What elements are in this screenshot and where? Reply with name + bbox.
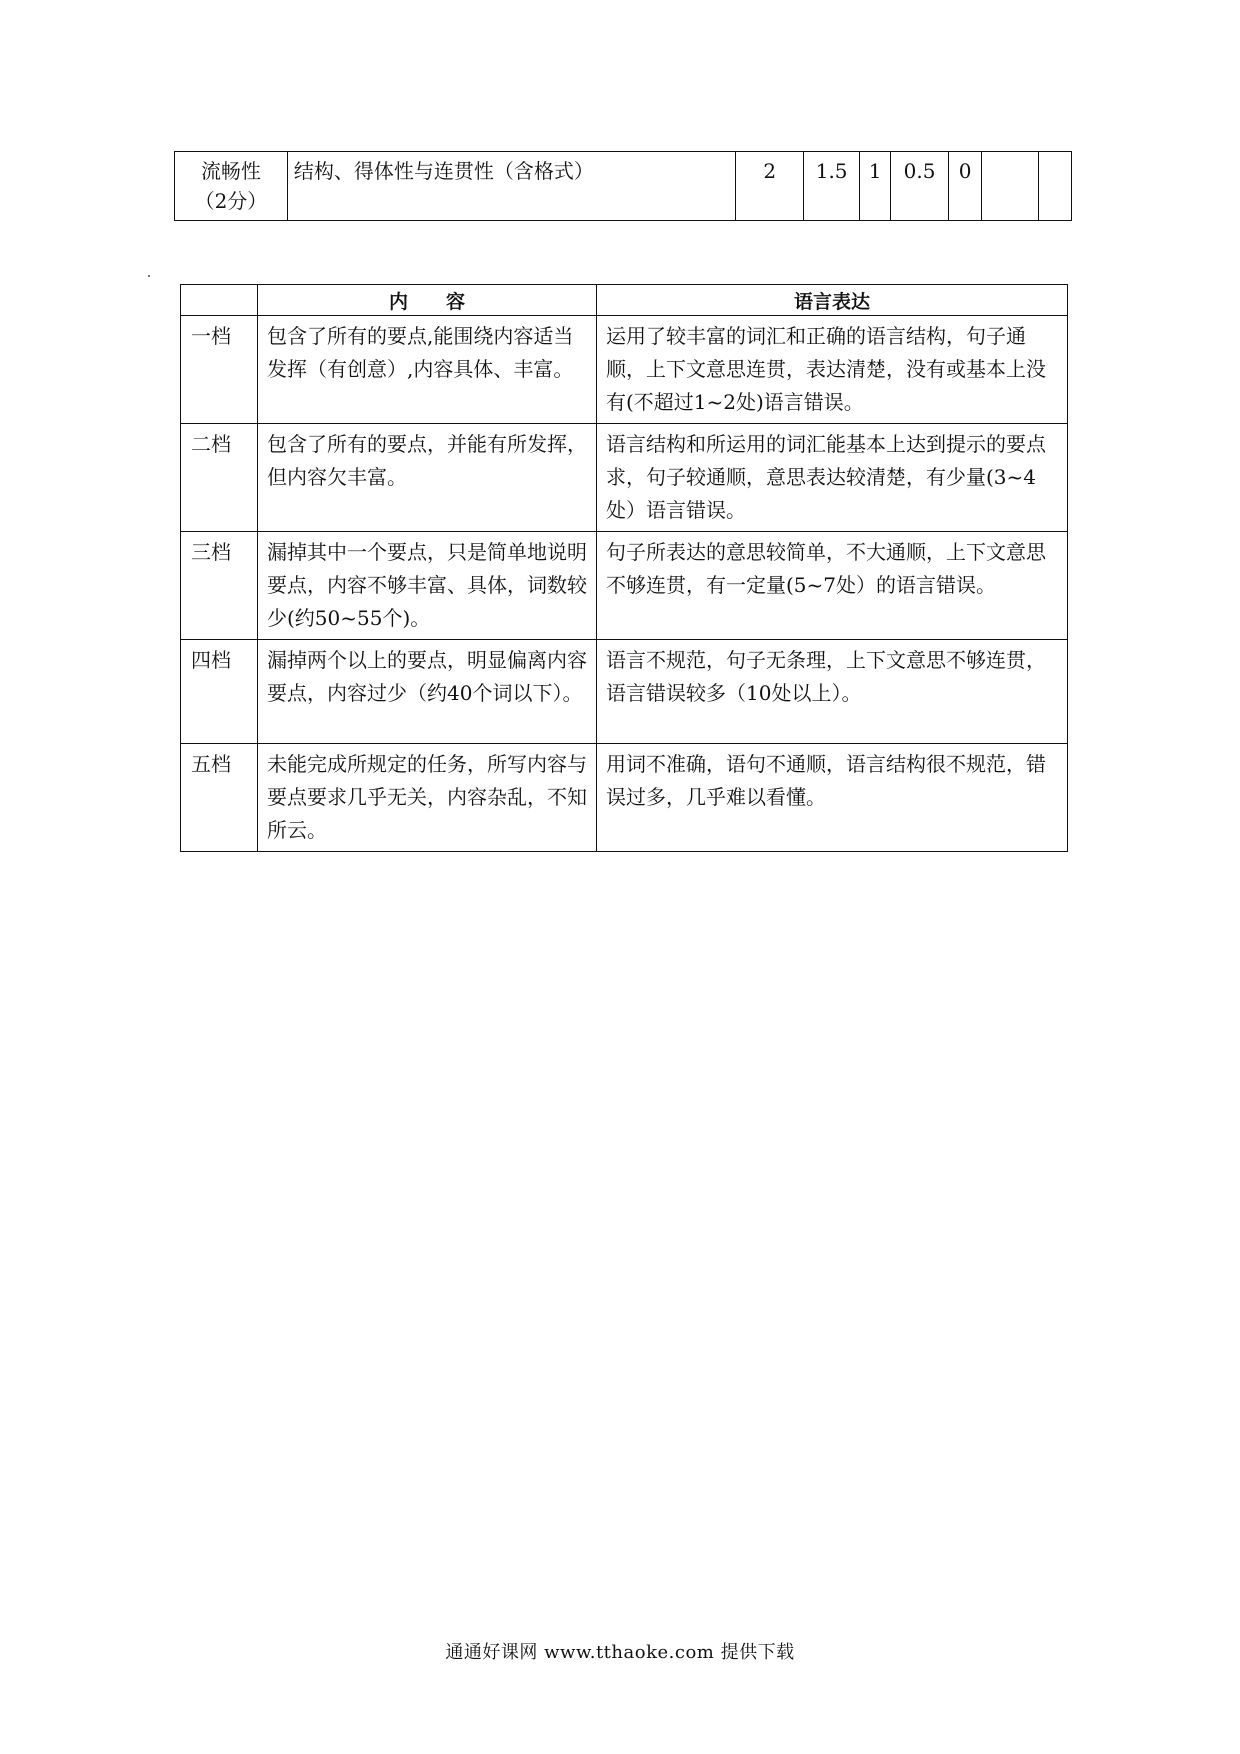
header-content: 内 容 bbox=[258, 285, 597, 316]
grade-cell: 五档 bbox=[181, 744, 258, 852]
scoring-table bbox=[174, 151, 1072, 221]
stray-mark bbox=[148, 275, 150, 277]
category-label: 流畅性 bbox=[200, 159, 261, 183]
score-cell: 0.5 bbox=[891, 152, 949, 221]
grade-cell: 一档 bbox=[181, 316, 258, 424]
score-cell: 1.5 bbox=[804, 152, 860, 221]
header-language: 语言表达 bbox=[597, 285, 1068, 316]
content-cell: 漏掉其中一个要点，只是简单地说明要点，内容不够丰富、具体，词数较少(约50~55个)。 bbox=[258, 532, 597, 640]
category-cell bbox=[175, 152, 288, 221]
table-row bbox=[181, 640, 1068, 744]
score-cell: 0 bbox=[949, 152, 982, 221]
language-cell: 运用了较丰富的词汇和正确的语言结构，句子通顺，上下文意思连贯，表达清楚，没有或基本上没有(不超过1~2处)语言错误。 bbox=[597, 316, 1068, 424]
score-cell bbox=[982, 152, 1039, 221]
content-cell: 包含了所有的要点,能围绕内容适当发挥（有创意）,内容具体、丰富。 bbox=[258, 316, 597, 424]
header-row bbox=[181, 285, 1068, 316]
score-cell: 2 bbox=[736, 152, 804, 221]
table-row bbox=[181, 316, 1068, 424]
header-grade bbox=[181, 285, 258, 316]
language-cell: 语言不规范，句子无条理，上下文意思不够连贯，语言错误较多（10处以上）。 bbox=[597, 640, 1068, 744]
grade-cell: 三档 bbox=[181, 532, 258, 640]
grade-cell: 二档 bbox=[181, 424, 258, 532]
table-row bbox=[181, 744, 1068, 852]
table-row bbox=[181, 424, 1068, 532]
language-cell: 语言结构和所运用的词汇能基本上达到提示的要点求，句子较通顺，意思表达较清楚，有少量(3~4处）语言错误。 bbox=[597, 424, 1068, 532]
content-cell: 漏掉两个以上的要点，明显偏离内容要点，内容过少（约40个词以下）。 bbox=[258, 640, 597, 744]
score-cell bbox=[1038, 152, 1071, 221]
score-cell: 1 bbox=[860, 152, 891, 221]
footer-credit: 通通好课网 www.tthaoke.com 提供下载 bbox=[445, 1642, 795, 1663]
language-cell: 用词不准确，语句不通顺，语言结构很不规范，错误过多，几乎难以看懂。 bbox=[597, 744, 1068, 852]
grade-cell: 四档 bbox=[181, 640, 258, 744]
content-cell: 未能完成所规定的任务，所写内容与要点要求几乎无关，内容杂乱，不知所云。 bbox=[258, 744, 597, 852]
description-cell: 结构、得体性与连贯性（含格式） bbox=[287, 152, 735, 221]
table-row bbox=[181, 532, 1068, 640]
content-cell: 包含了所有的要点，并能有所发挥，但内容欠丰富。 bbox=[258, 424, 597, 532]
category-points: （2分） bbox=[194, 189, 268, 213]
language-cell: 句子所表达的意思较简单，不大通顺，上下文意思不够连贯，有一定量(5~7处）的语言错误。 bbox=[597, 532, 1068, 640]
table-row bbox=[175, 152, 1072, 221]
rubric-table bbox=[180, 284, 1068, 852]
